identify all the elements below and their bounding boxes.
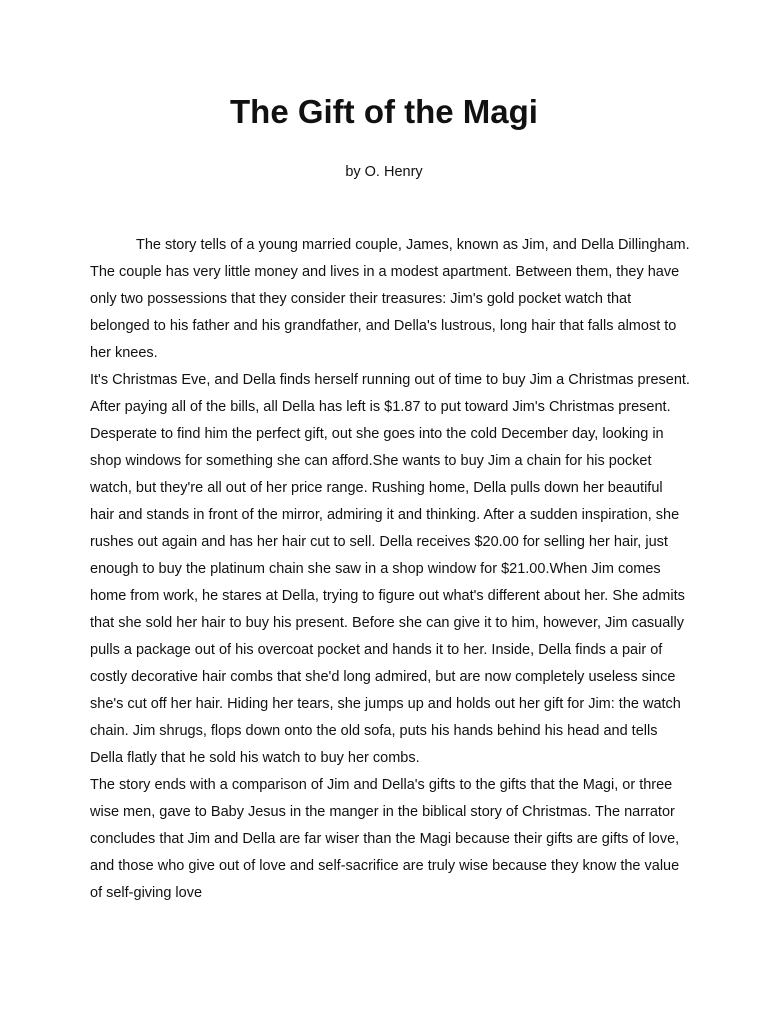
body-paragraph-1: The story tells of a young married couple, James, known as Jim, and Della Dillingham. The couple has very little money and lives in a modest apartment. Between them, they have only two possessions that they consider their treasures: Jim's gold pocket watch that belonged to his father and his grandfather, and Della's lustrous, long hair that falls almost to her knees. bbox=[90, 237, 690, 361]
body-paragraph-3: The story ends with a comparison of Jim and Della's gifts to the gifts that the Magi, or three wise men, gave to Baby Jesus in the manger in the biblical story of Christmas. The narrator concludes that Jim and Della are far wiser than the Magi because their gifts are gifts of love, and those who give out of love and self-sacrifice are truly wise because they know the value of self-giving love bbox=[90, 777, 680, 901]
document-author: by O. Henry bbox=[345, 164, 423, 180]
document-body bbox=[90, 232, 690, 907]
document-title: The Gift of the Magi bbox=[230, 93, 538, 130]
body-paragraph-2: It's Christmas Eve, and Della finds herself running out of time to buy Jim a Christmas present. After paying all of the bills, all Della has left is $1.87 to put toward Jim's Christmas present. Desperate to find him the perfect gift, out she goes into the cold December day, looking in shop windows for something she can afford.She wants to buy Jim a chain for his pocket watch, but they're all out of her price range. Rushing home, Della pulls down her beautiful hair and stands in front of the mirror, admiring it and thinking. After a sudden inspiration, she rushes out again and has her hair cut to sell. Della receives $20.00 for selling her hair, just enough to buy the platinum chain she saw in a shop window for $21.00.When Jim comes home from work, he stares at Della, trying to figure out what's different about her. She admits that she sold her hair to buy his present. Before she can give it to him, however, Jim casually pulls a package out of his overcoat pocket and hands it to her. Inside, Della finds a pair of costly decorative hair combs that she'd long admired, but are now completely useless since she's cut off her hair. Hiding her tears, she jumps up and holds out her gift for Jim: the watch chain. Jim shrugs, flops down onto the old sofa, puts his hands behind his head and tells Della flatly that he sold his watch to buy her combs. bbox=[90, 372, 690, 766]
